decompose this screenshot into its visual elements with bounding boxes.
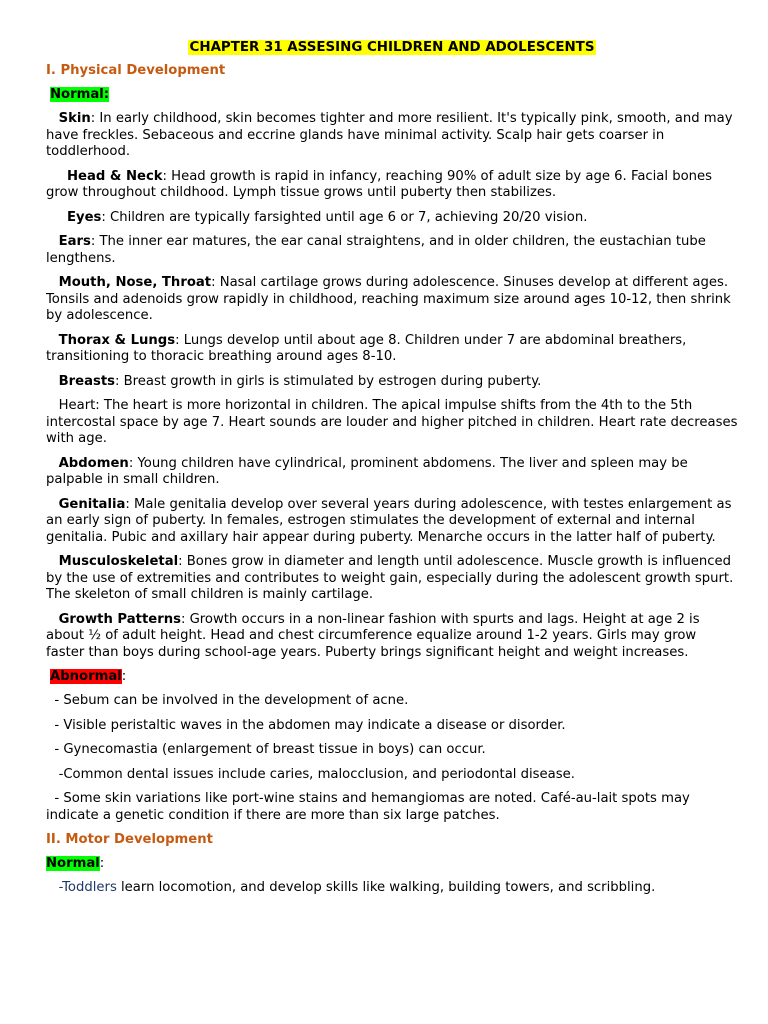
abnormal-colon: :	[121, 669, 127, 684]
normal2-colon: :	[99, 856, 105, 871]
entry-text: : Growth occurs in a non-linear fashion with spurts and lags. Height at age 2 is about ½ of adult height. Head and chest circumference equalize around 1-2 years. Girls may grow faster than boys during school-age years. Puberty brings significant height and weight increases.	[46, 611, 700, 660]
abnormal-item-text: -Common dental issues include caries, malocclusion, and periodontal disease.	[58, 766, 575, 782]
section-heading-physical: I. Physical Development	[46, 63, 226, 78]
normal2-label	[46, 856, 738, 871]
entry-term: Head & Neck	[66, 168, 163, 184]
entry-skin	[46, 111, 738, 161]
abnormal-item	[46, 693, 738, 710]
abnormal-label-text: Abnormal	[50, 669, 122, 684]
entry-term: Eyes	[66, 209, 102, 225]
entry-text: : Children are typically farsighted until age 6 or 7, achieving 20/20 vision.	[101, 209, 588, 225]
entry-breasts	[46, 374, 738, 391]
abnormal-item	[46, 718, 738, 735]
chapter-title: CHAPTER 31 ASSESING CHILDREN AND ADOLESCENTS	[189, 40, 595, 55]
entry-term: Breasts	[58, 373, 115, 389]
entry-term: Thorax & Lungs	[58, 332, 176, 348]
entry-text: : Nasal cartilage grows during adolescence. Sinuses develop at different ages. Tonsils and adenoids grow rapidly in childhood, reaching maximum size around ages 10-12, then shrink by adolescence.	[46, 275, 731, 323]
entry-term: Abdomen	[58, 455, 129, 471]
entry-eyes	[46, 210, 738, 227]
entry-text: : Male genitalia develop over several years during adolescence, with testes enlargement as an early sign of puberty. In females, estrogen stimulates the development of external and internal genitalia. Pubic and axillary hair appear during puberty. Menarche occurs in the latter half of puberty.	[46, 496, 732, 545]
entry-thorax-lungs	[46, 333, 738, 366]
abnormal-item	[46, 767, 738, 784]
motor-text: learn locomotion, and develop skills like walking, building towers, and scribbling.	[116, 880, 656, 895]
entry-text: : The inner ear matures, the ear canal straightens, and in older children, the eustachian tube lengthens.	[46, 234, 706, 266]
motor-term: -Toddlers	[58, 880, 117, 895]
normal2-label-text: Normal	[46, 856, 100, 871]
section-heading-motor: II. Motor Development	[46, 832, 213, 847]
normal-label-text: Normal:	[50, 87, 110, 102]
entry-term: Musculoskeletal	[58, 554, 179, 569]
abnormal-label	[50, 669, 738, 684]
abnormal-list	[46, 693, 738, 824]
entry-heart	[46, 398, 738, 448]
abnormal-item-text: - Sebum can be involved in the development of acne.	[54, 693, 409, 708]
entry-text: : In early childhood, skin becomes tighter and more resilient. It's typically pink, smooth, and may have freckles. Sebaceous and eccrine glands have minimal activity. Scalp hair gets coarser in toddlerhood.	[46, 111, 733, 159]
entry-text: : Bones grow in diameter and length until adolescence. Muscle growth is influenced by the use of extremities and contributes to weight gain, especially during the adolescent growth spurt. The skeleton of small children is mainly cartilage.	[46, 554, 734, 602]
entry-term: Skin	[58, 111, 91, 126]
normal-label	[50, 87, 738, 102]
entry-growth-patterns	[46, 612, 738, 662]
entry-term: Mouth, Nose, Throat	[58, 275, 212, 290]
entry-genitalia	[46, 497, 738, 547]
entry-term: Genitalia	[58, 496, 126, 512]
abnormal-item	[46, 791, 738, 824]
abnormal-item-text: - Some skin variations like port-wine stains and hemangiomas are noted. Café-au-lait spots may indicate a genetic condition if there are more than six large patches.	[46, 791, 690, 823]
entry-text: : Young children have cylindrical, prominent abdomens. The liver and spleen may be palpable in small children.	[46, 455, 688, 487]
entry-text: Heart: The heart is more horizontal in children. The apical impulse shifts from the 4th to the 5th intercostal space by age 7. Heart sounds are louder and higher pitched in children. Heart rate decreases with age.	[46, 398, 738, 446]
entry-ears	[46, 234, 738, 267]
entry-abdomen	[46, 456, 738, 489]
normal-entries	[46, 111, 738, 661]
entry-musculoskeletal	[46, 554, 738, 604]
abnormal-item	[46, 742, 738, 759]
entry-text: : Lungs develop until about age 8. Children under 7 are abdominal breathers, transitioning to thoracic breathing around ages 8-10.	[46, 332, 687, 364]
entry-mouth-nose-throat	[46, 275, 738, 325]
title-wrap	[46, 36, 738, 55]
entry-head-neck	[46, 169, 738, 202]
entry-text: : Head growth is rapid in infancy, reaching 90% of adult size by age 6. Facial bones grow throughout childhood. Lymph tissue grows until puberty then stabilizes.	[46, 168, 713, 200]
entry-term: Growth Patterns	[58, 611, 181, 627]
abnormal-item-text: - Gynecomastia (enlargement of breast tissue in boys) can occur.	[54, 742, 486, 757]
motor-entry-toddlers	[46, 880, 738, 897]
entry-text: : Breast growth in girls is stimulated by estrogen during puberty.	[114, 373, 542, 389]
entry-term: Ears	[58, 234, 91, 249]
abnormal-item-text: - Visible peristaltic waves in the abdomen may indicate a disease or disorder.	[54, 717, 566, 733]
